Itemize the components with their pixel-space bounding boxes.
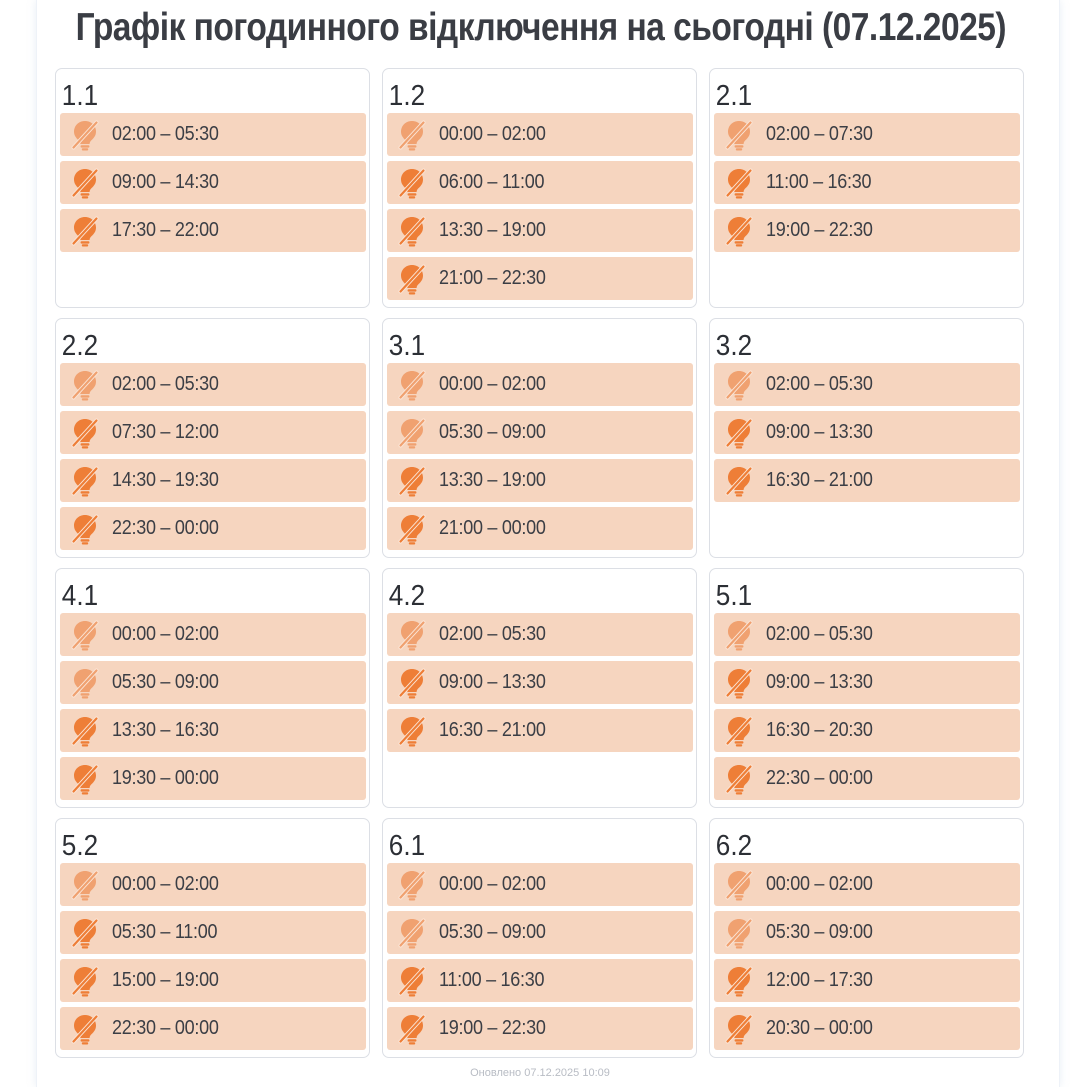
outage-time-range: 16:30 – 21:00 [439, 719, 546, 741]
queue-card-4.1 [55, 568, 370, 808]
outage-slot [714, 911, 1020, 954]
no-power-bulb-icon [397, 167, 427, 199]
outage-time-range: 12:00 – 17:30 [766, 969, 873, 991]
no-power-bulb-icon [70, 715, 100, 747]
outage-time-range: 09:00 – 13:30 [766, 421, 873, 443]
no-power-bulb-icon [70, 417, 100, 449]
outage-slot [714, 613, 1020, 656]
outage-slot [714, 113, 1020, 156]
no-power-bulb-icon [397, 263, 427, 295]
no-power-bulb-icon [397, 619, 427, 651]
no-power-bulb-icon [724, 167, 754, 199]
outage-slot [60, 959, 366, 1002]
outage-slot [60, 911, 366, 954]
outage-time-range: 00:00 – 02:00 [439, 373, 546, 395]
outage-time-range: 05:30 – 09:00 [439, 421, 546, 443]
outage-time-range: 05:30 – 09:00 [766, 921, 873, 943]
no-power-bulb-icon [724, 715, 754, 747]
outage-time-range: 11:00 – 16:30 [766, 171, 872, 193]
no-power-bulb-icon [397, 369, 427, 401]
no-power-bulb-icon [724, 215, 754, 247]
outage-slot [387, 113, 693, 156]
outage-time-range: 02:00 – 07:30 [766, 123, 873, 145]
outage-slot [60, 1007, 366, 1050]
no-power-bulb-icon [724, 369, 754, 401]
no-power-bulb-icon [724, 763, 754, 795]
queue-label: 1.2 [388, 80, 426, 112]
no-power-bulb-icon [70, 965, 100, 997]
no-power-bulb-icon [70, 1013, 100, 1045]
queue-card-3.2 [709, 318, 1024, 558]
outage-time-range: 02:00 – 05:30 [112, 123, 219, 145]
queue-card-3.1 [382, 318, 697, 558]
no-power-bulb-icon [724, 1013, 754, 1045]
queue-label: 5.1 [715, 580, 753, 612]
no-power-bulb-icon [724, 965, 754, 997]
outage-time-range: 13:30 – 19:00 [439, 469, 546, 491]
outage-slot [387, 507, 693, 550]
no-power-bulb-icon [397, 917, 427, 949]
no-power-bulb-icon [70, 215, 100, 247]
outage-time-range: 05:30 – 09:00 [112, 671, 219, 693]
updated-timestamp: Оновлено 07.12.2025 10:09 [470, 1067, 610, 1079]
outage-slot [60, 863, 366, 906]
outage-time-range: 13:30 – 19:00 [439, 219, 546, 241]
outage-time-range: 21:00 – 22:30 [439, 267, 546, 289]
outage-time-range: 20:30 – 00:00 [766, 1017, 873, 1039]
queue-label: 3.2 [715, 330, 753, 362]
outage-time-range: 00:00 – 02:00 [112, 873, 219, 895]
outage-slot [60, 363, 366, 406]
queue-card-2.1 [709, 68, 1024, 308]
queue-label: 1.1 [61, 80, 99, 112]
no-power-bulb-icon [397, 1013, 427, 1045]
outage-slot [714, 363, 1020, 406]
outage-slot [60, 209, 366, 252]
schedule-grid [55, 68, 1025, 1058]
outage-time-range: 19:00 – 22:30 [439, 1017, 546, 1039]
no-power-bulb-icon [70, 369, 100, 401]
no-power-bulb-icon [397, 465, 427, 497]
outage-slot [60, 709, 366, 752]
no-power-bulb-icon [70, 667, 100, 699]
outage-slot [60, 411, 366, 454]
outage-slot [387, 613, 693, 656]
outage-time-range: 00:00 – 02:00 [766, 873, 873, 895]
outage-time-range: 09:00 – 14:30 [112, 171, 219, 193]
outage-time-range: 22:30 – 00:00 [112, 1017, 219, 1039]
outage-slot [714, 757, 1020, 800]
outage-time-range: 00:00 – 02:00 [112, 623, 219, 645]
no-power-bulb-icon [70, 869, 100, 901]
no-power-bulb-icon [397, 215, 427, 247]
no-power-bulb-icon [397, 119, 427, 151]
outage-slot [387, 209, 693, 252]
outage-time-range: 00:00 – 02:00 [439, 873, 546, 895]
no-power-bulb-icon [724, 667, 754, 699]
outage-slot [387, 709, 693, 752]
no-power-bulb-icon [70, 619, 100, 651]
outage-time-range: 02:00 – 05:30 [766, 623, 873, 645]
no-power-bulb-icon [70, 513, 100, 545]
no-power-bulb-icon [397, 417, 427, 449]
outage-slot [714, 459, 1020, 502]
no-power-bulb-icon [397, 965, 427, 997]
no-power-bulb-icon [724, 465, 754, 497]
outage-time-range: 16:30 – 20:30 [766, 719, 873, 741]
queue-label: 2.2 [61, 330, 99, 362]
outage-time-range: 19:30 – 00:00 [112, 767, 219, 789]
outage-slot [387, 459, 693, 502]
outage-slot [714, 863, 1020, 906]
outage-time-range: 07:30 – 12:00 [112, 421, 219, 443]
outage-slot [387, 863, 693, 906]
outage-time-range: 22:30 – 00:00 [766, 767, 873, 789]
outage-slot [714, 1007, 1020, 1050]
outage-time-range: 21:00 – 00:00 [439, 517, 546, 539]
outage-time-range: 09:00 – 13:30 [766, 671, 873, 693]
outage-slot [60, 459, 366, 502]
outage-slot [60, 507, 366, 550]
outage-time-range: 05:30 – 09:00 [439, 921, 546, 943]
outage-slot [714, 209, 1020, 252]
queue-card-4.2 [382, 568, 697, 808]
queue-label: 4.1 [61, 580, 99, 612]
queue-card-5.1 [709, 568, 1024, 808]
outage-time-range: 09:00 – 13:30 [439, 671, 546, 693]
outage-time-range: 00:00 – 02:00 [439, 123, 546, 145]
outage-time-range: 11:00 – 16:30 [439, 969, 545, 991]
outage-slot [387, 411, 693, 454]
no-power-bulb-icon [70, 763, 100, 795]
outage-slot [60, 613, 366, 656]
no-power-bulb-icon [724, 119, 754, 151]
outage-time-range: 02:00 – 05:30 [766, 373, 873, 395]
outage-time-range: 22:30 – 00:00 [112, 517, 219, 539]
outage-slot [714, 161, 1020, 204]
no-power-bulb-icon [397, 667, 427, 699]
outage-time-range: 15:00 – 19:00 [112, 969, 219, 991]
no-power-bulb-icon [70, 167, 100, 199]
outage-slot [60, 113, 366, 156]
outage-time-range: 17:30 – 22:00 [112, 219, 219, 241]
no-power-bulb-icon [397, 869, 427, 901]
no-power-bulb-icon [70, 465, 100, 497]
outage-time-range: 14:30 – 19:30 [112, 469, 219, 491]
outage-slot [60, 661, 366, 704]
queue-label: 2.1 [715, 80, 753, 112]
queue-card-1.2 [382, 68, 697, 308]
outage-time-range: 02:00 – 05:30 [112, 373, 219, 395]
no-power-bulb-icon [724, 619, 754, 651]
outage-slot [387, 1007, 693, 1050]
outage-time-range: 02:00 – 05:30 [439, 623, 546, 645]
no-power-bulb-icon [397, 513, 427, 545]
outage-time-range: 19:00 – 22:30 [766, 219, 873, 241]
outage-time-range: 13:30 – 16:30 [112, 719, 219, 741]
outage-slot [387, 911, 693, 954]
outage-time-range: 16:30 – 21:00 [766, 469, 873, 491]
outage-slot [714, 661, 1020, 704]
no-power-bulb-icon [397, 715, 427, 747]
outage-slot [387, 661, 693, 704]
outage-slot [60, 757, 366, 800]
no-power-bulb-icon [724, 917, 754, 949]
outage-slot [714, 411, 1020, 454]
no-power-bulb-icon [724, 869, 754, 901]
queue-card-5.2 [55, 818, 370, 1058]
queue-card-6.1 [382, 818, 697, 1058]
outage-slot [387, 959, 693, 1002]
queue-card-1.1 [55, 68, 370, 308]
no-power-bulb-icon [70, 119, 100, 151]
queue-label: 5.2 [61, 830, 99, 862]
outage-slot [387, 257, 693, 300]
outage-slot [714, 959, 1020, 1002]
queue-card-2.2 [55, 318, 370, 558]
queue-label: 4.2 [388, 580, 426, 612]
no-power-bulb-icon [70, 917, 100, 949]
outage-slot [387, 363, 693, 406]
outage-time-range: 05:30 – 11:00 [112, 921, 218, 943]
no-power-bulb-icon [724, 417, 754, 449]
outage-slot [60, 161, 366, 204]
page-title: Графік погодинного відключення на сьогодні (07.12.2025) [75, 6, 1007, 49]
outage-time-range: 06:00 – 11:00 [439, 171, 545, 193]
queue-label: 6.1 [388, 830, 426, 862]
queue-card-6.2 [709, 818, 1024, 1058]
queue-label: 6.2 [715, 830, 753, 862]
queue-label: 3.1 [388, 330, 426, 362]
outage-slot [714, 709, 1020, 752]
outage-slot [387, 161, 693, 204]
